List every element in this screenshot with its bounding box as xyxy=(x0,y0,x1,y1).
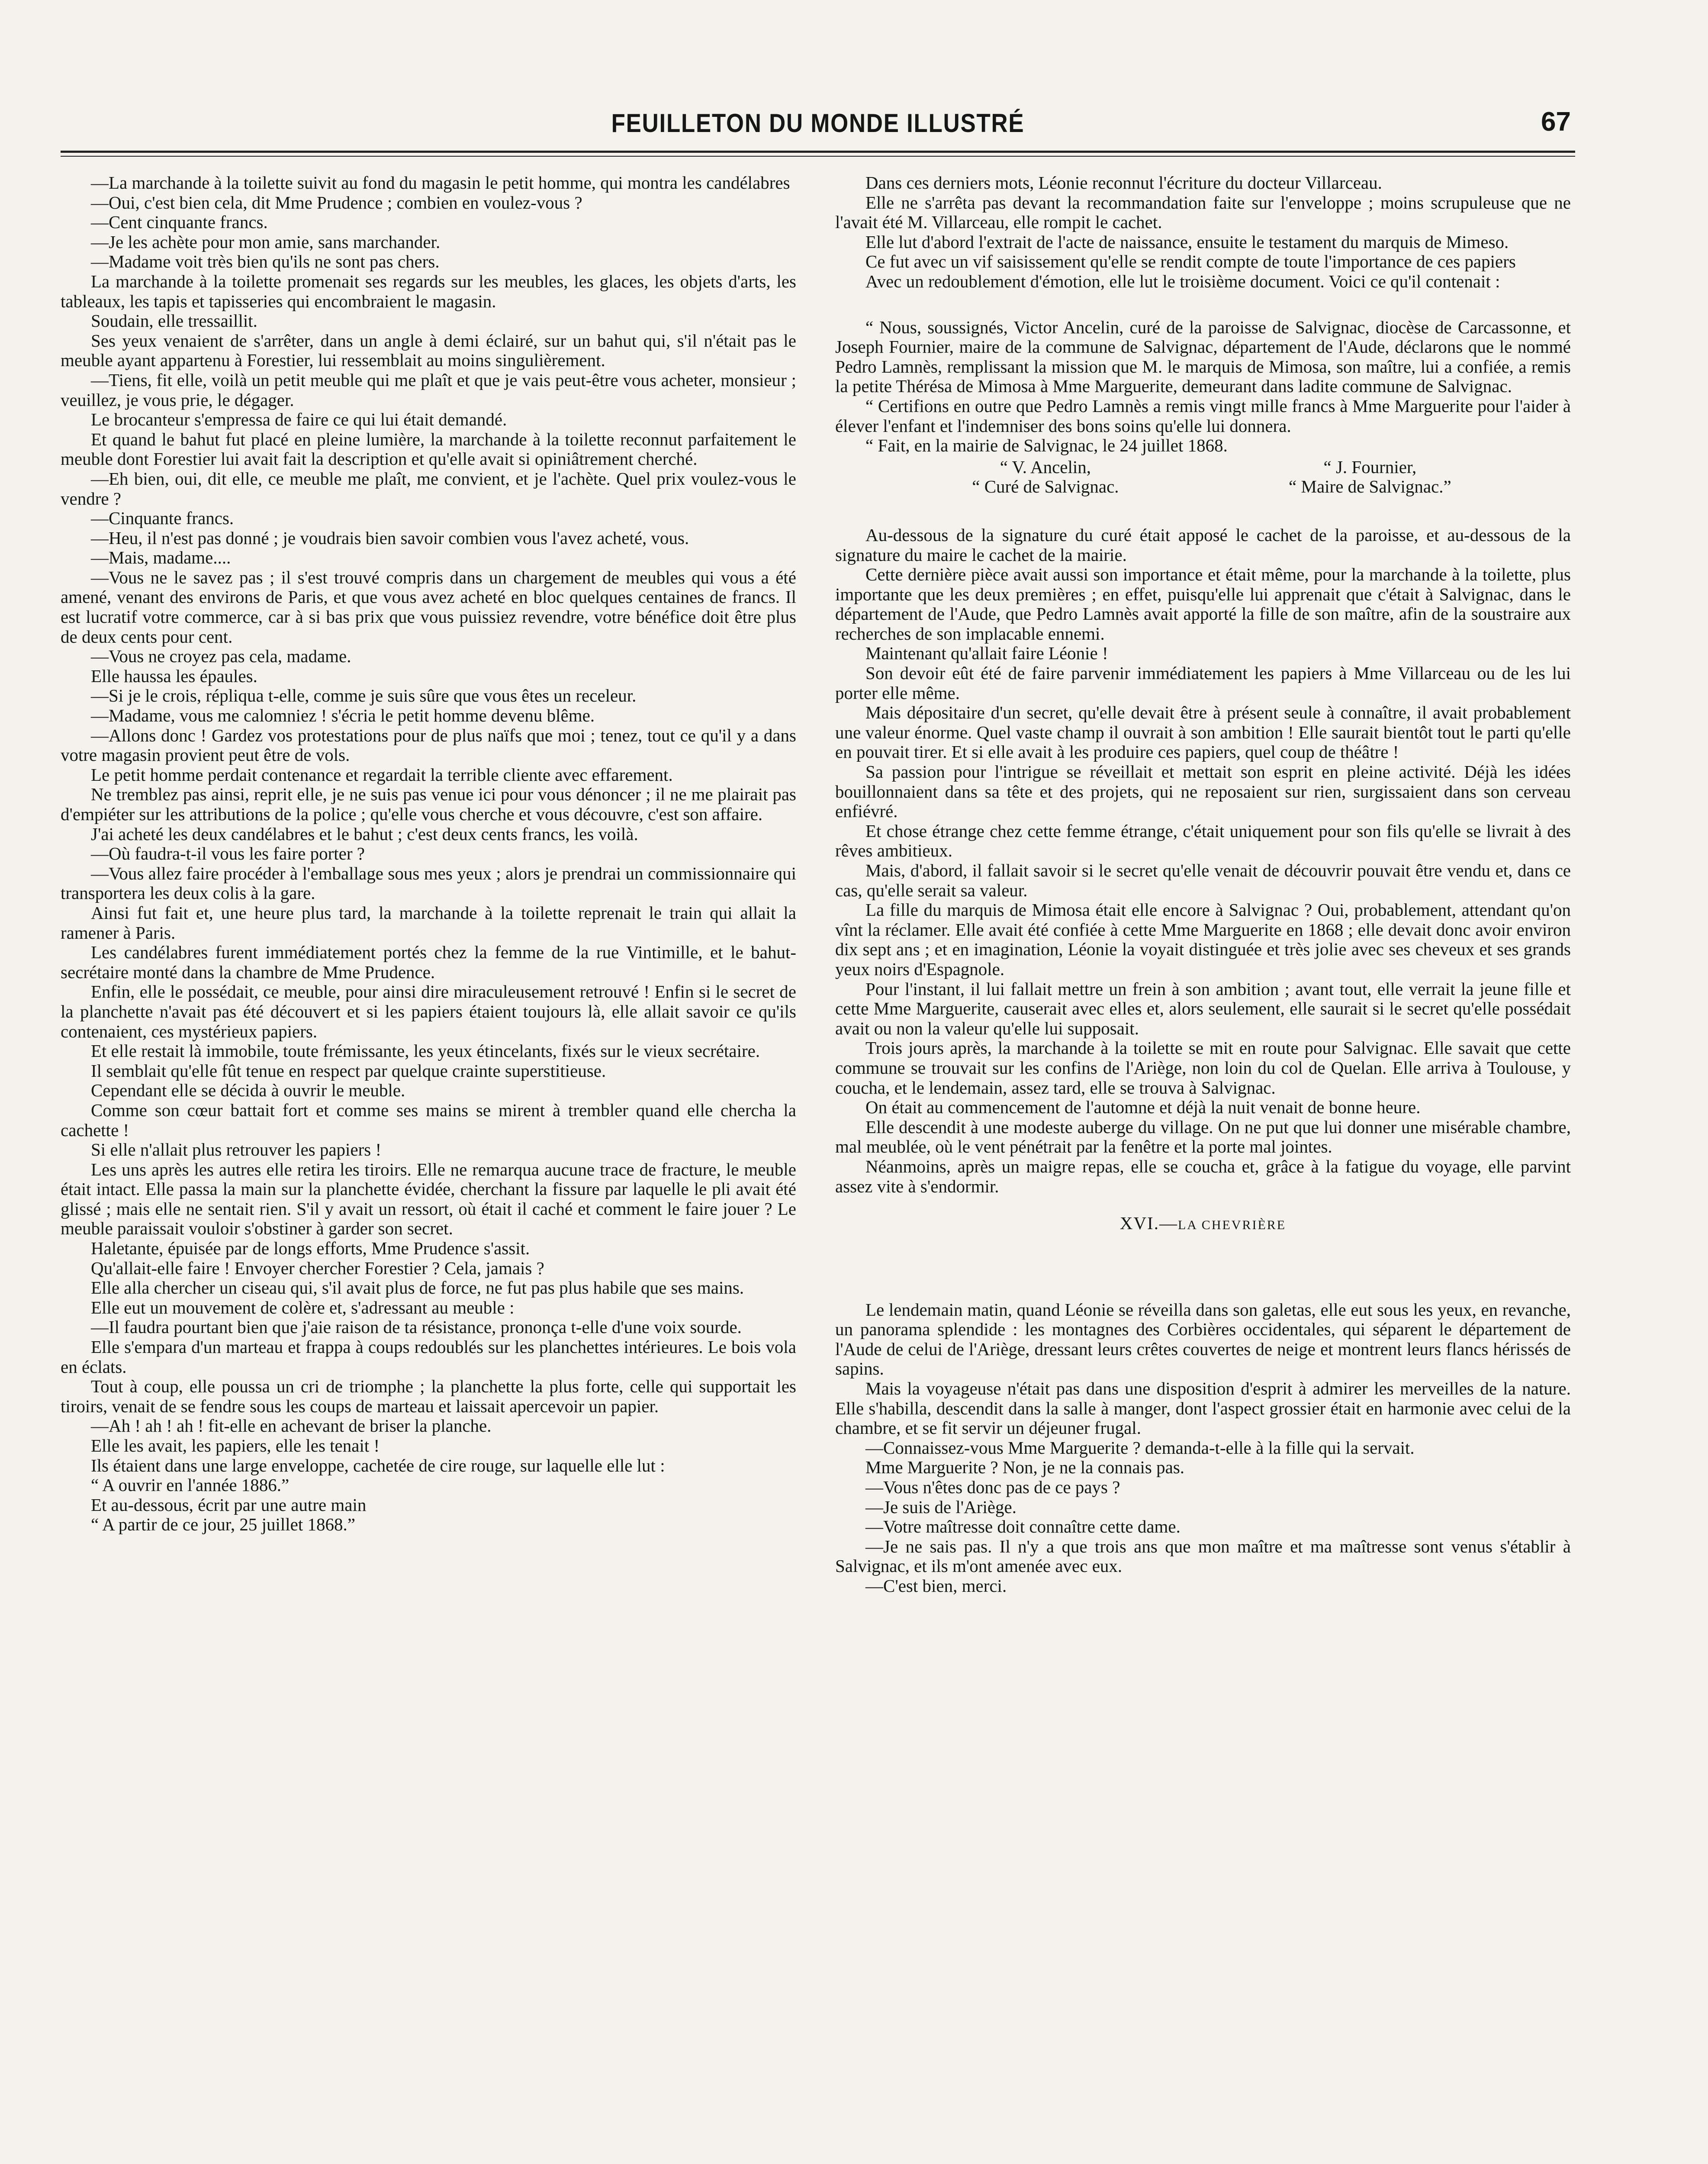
paragraph: Elle lut d'abord l'extrait de l'acte de naissance, ensuite le testament du marquis de Mimeso. xyxy=(865,232,1509,252)
certificate-quote xyxy=(835,318,1571,456)
paragraph: —Mais, madame.... xyxy=(91,547,231,568)
paragraph: Au-dessous de la signature du curé était apposé le cachet de la paroisse, et au-dessous de la signature du maire le cachet de la mairie. xyxy=(835,525,1571,565)
paragraph: Sa passion pour l'intrigue se réveillait et mettait son esprit en pleine activité. Déjà les idées bouillonnaient dans sa tête et des projets, qui ne reposaient sur rien, surgissaient dans son cerveau enfiévré. xyxy=(835,762,1571,821)
paragraph: Les uns après les autres elle retira les tiroirs. Elle ne remarqua aucune trace de fracture, le meuble était intact. Elle passa la main sur la planchette évidée, cherchant la fissure par laquelle le pli avait été glissé ; mais elle ne sentait rien. S'il y avait un ressort, où était il caché et comment le faire jouer ? Le meuble paraissait vouloir s'obstiner à garder son secret. xyxy=(61,1159,796,1239)
paragraph: Ainsi fut fait et, une heure plus tard, la marchande à la toilette reprenait le train qui allait la ramener à Paris. xyxy=(61,902,796,943)
page-number: 67 xyxy=(1541,107,1571,137)
paragraph: Haletante, épuisée par de longs efforts, Mme Prudence s'assit. xyxy=(91,1238,530,1259)
chapter-title: LA CHEVRIÈRE xyxy=(1177,1218,1287,1233)
paragraph: Cependant elle se décida à ouvrir le meuble. xyxy=(91,1080,405,1101)
right-column xyxy=(835,173,1571,1596)
paragraph: —Oui, c'est bien cela, dit Mme Prudence ; combien en voulez-vous ? xyxy=(91,192,582,213)
paragraph: Elle alla chercher un ciseau qui, s'il avait plus de force, ne fut pas plus habile que ses mains. xyxy=(91,1278,744,1298)
paragraph: On était au commencement de l'automne et déjà la nuit venait de bonne heure. xyxy=(865,1097,1421,1117)
chapter-paragraphs xyxy=(835,1300,1571,1596)
paragraph: Maintenant qu'allait faire Léonie ! xyxy=(865,643,1108,663)
paragraph: Qu'allait-elle faire ! Envoyer chercher Forestier ? Cela, jamais ? xyxy=(91,1258,544,1278)
left-column xyxy=(61,173,796,1535)
signature-name: “ V. Ancelin, xyxy=(1000,457,1091,477)
paragraph: Et au-dessous, écrit par une autre main xyxy=(91,1494,367,1515)
paragraph: “ A partir de ce jour, 25 juillet 1868.” xyxy=(91,1514,355,1535)
paragraph: Néanmoins, après un maigre repas, elle se coucha et, grâce à la fatigue du voyage, elle parvint assez vite à s'endormir. xyxy=(835,1156,1571,1196)
paragraph: Dans ces derniers mots, Léonie reconnut l'écriture du docteur Villarceau. xyxy=(865,173,1382,193)
paragraph: Et quand le bahut fut placé en pleine lumière, la marchande à la toilette reconnut parfaitement le meuble dont Forestier lui avait fait la description et qu'elle avait si opiniâtrement cherché. xyxy=(61,429,796,469)
signature-role: “ Maire de Salvignac.” xyxy=(1289,477,1451,497)
paragraph: —Votre maîtresse doit connaître cette dame. xyxy=(865,1517,1180,1537)
paragraph: Elle descendit à une modeste auberge du village. On ne put que lui donner une misérable chambre, mal meublée, où le vent pénétrait par la fenêtre et la porte mal jointes. xyxy=(835,1117,1571,1157)
paragraph: “ Nous, soussignés, Victor Ancelin, curé de la paroisse de Salvignac, diocèse de Carcassonne, et Joseph Fournier, maire de la commune de Salvignac, département de l'Aude, déclarons que le nommé Pedro Lamnès, remplissant la mission que M. le marquis de Mimosa, son maître, lui a confiée, a remis la petite Thérésa de Mimosa à Mme Marguerite, demeurant dans ladite commune de Salvignac. xyxy=(835,317,1571,396)
paragraph: —Allons donc ! Gardez vos protestations pour de plus naïfs que moi ; tenez, tout ce qu'il y a dans votre magasin provient peut être de vols. xyxy=(61,725,796,765)
paragraph: Mais dépositaire d'un secret, qu'elle devait être à présent seule à connaître, il avait probablement une valeur énorme. Quel vaste champ il ouvrait à son ambition ! Elle saurait bientôt tout le parti qu'elle en pouvait tirer. Et si elle avait à les produire ces papiers, quel coup de théâtre ! xyxy=(835,702,1571,762)
paragraph: —Madame voit très bien qu'ils ne sont pas chers. xyxy=(91,251,440,272)
paragraph: Ne tremblez pas ainsi, reprit elle, je ne suis pas venue ici pour vous dénoncer ; il ne me plairait pas d'empiéter sur les attributions de la police ; qu'elle vous cherche et vous découvre, c'est son affaire. xyxy=(61,784,796,824)
chapter-heading xyxy=(835,1214,1571,1235)
paragraph: —La marchande à la toilette suivit au fond du magasin le petit homme, qui montra les candélabres xyxy=(91,173,790,193)
paragraph: Son devoir eût été de faire parvenir immédiatement les papiers à Mme Villarceau ou de les lui porter elle même. xyxy=(835,663,1571,703)
paragraph: Le petit homme perdait contenance et regardait la terrible cliente avec effarement. xyxy=(91,764,673,785)
page-header xyxy=(61,100,1575,144)
paragraph: —C'est bien, merci. xyxy=(865,1576,1007,1596)
paragraph: —Madame, vous me calomniez ! s'écria le petit homme devenu blême. xyxy=(91,705,595,726)
paragraph: La marchande à la toilette promenait ses regards sur les meubles, les glaces, les objets d'arts, les tableaux, les tapis et tapisseries qui encombraient le magasin. xyxy=(61,271,796,311)
signature-cure xyxy=(972,457,1119,497)
paragraph: “ A ouvrir en l'année 1886.” xyxy=(91,1475,289,1495)
paragraph: —Il faudra pourtant bien que j'aie raison de ta résistance, prononça t-elle d'une voix sourde. xyxy=(91,1317,742,1337)
signature-maire xyxy=(1289,457,1451,497)
paragraph: —Tiens, fit elle, voilà un petit meuble qui me plaît et que je vais peut-être vous acheter, monsieur ; veuillez, je vous prie, le dégager. xyxy=(61,370,796,410)
paragraph: Ce fut avec un vif saisissement qu'elle se rendit compte de toute l'importance de ces papiers xyxy=(865,251,1516,272)
signature-block xyxy=(887,457,1536,497)
running-title: FEUILLETON DU MONDE ILLUSTRÉ xyxy=(611,109,1025,138)
paragraph: Elle haussa les épaules. xyxy=(91,666,257,686)
header-rule xyxy=(61,151,1575,157)
paragraph: Elle eut un mouvement de colère et, s'adressant au meuble : xyxy=(91,1297,515,1317)
paragraph: Avec un redoublement d'émotion, elle lut le troisième document. Voici ce qu'il contenait : xyxy=(865,271,1500,291)
paragraph: —Vous ne croyez pas cela, madame. xyxy=(91,646,351,667)
paragraph: Elle ne s'arrêta pas devant la recommandation faite sur l'enveloppe ; moins scrupuleuse que ne l'avait été M. Villarceau, elle rompit le cachet. xyxy=(835,192,1571,232)
paragraph: Le lendemain matin, quand Léonie se réveilla dans son galetas, elle eut sous les yeux, en revanche, un panorama splendide : les montagnes des Corbières occidentales, qui séparent le département de l'Aude de celui de l'Ariège, dressant leurs crêtes couvertes de neige et montrent leurs flancs hérissés de sapins. xyxy=(835,1299,1571,1379)
paragraph: Soudain, elle tressaillit. xyxy=(91,311,257,331)
paragraph: —Cent cinquante francs. xyxy=(91,212,268,232)
paragraph: —Je suis de l'Ariège. xyxy=(865,1497,1016,1517)
paragraph: —Si je le crois, répliqua t-elle, comme je suis sûre que vous êtes un receleur. xyxy=(91,686,637,706)
paragraph: —Cinquante francs. xyxy=(91,508,234,528)
paragraph: Mme Marguerite ? Non, je ne la connais pas. xyxy=(865,1457,1185,1478)
chapter-number: XVI.— xyxy=(1119,1213,1178,1233)
paragraph: Comme son cœur battait fort et comme ses mains se mirent à trembler quand elle chercha la cachette ! xyxy=(61,1100,796,1140)
paragraph: —Connaissez-vous Mme Marguerite ? demanda-t-elle à la fille qui la servait. xyxy=(865,1437,1415,1458)
paragraph: Et elle restait là immobile, toute frémissante, les yeux étincelants, fixés sur le vieux secrétaire. xyxy=(91,1041,760,1061)
paragraph: Il semblait qu'elle fût tenue en respect par quelque crainte superstitieuse. xyxy=(91,1060,606,1081)
paragraph: Ses yeux venaient de s'arrêter, dans un angle à demi éclairé, sur un bahut qui, s'il n'était pas le meuble ayant appartenu à Forestier, lui ressemblait au moins singulièrement. xyxy=(61,330,796,370)
paragraph: “ Fait, en la mairie de Salvignac, le 24 juillet 1868. xyxy=(865,435,1228,456)
paragraph: —Heu, il n'est pas donné ; je voudrais bien savoir combien vous l'avez acheté, vous. xyxy=(91,528,689,548)
paragraph: Si elle n'allait plus retrouver les papiers ! xyxy=(91,1140,382,1160)
paragraph: —Ah ! ah ! ah ! fit-elle en achevant de briser la planche. xyxy=(91,1416,492,1436)
right-main-paragraphs xyxy=(835,525,1571,1196)
paragraph: Elle les avait, les papiers, elle les tenait ! xyxy=(91,1436,380,1456)
paragraph: Pour l'instant, il lui fallait mettre un frein à son ambition ; avant tout, elle verrait la jeune fille et cette Mme Marguerite, causerait avec elles et, alors seulement, elle saurait si le secret qu'elle possédait avait ou non la valeur qu'elle lui supposait. xyxy=(835,979,1571,1038)
paragraph: Mais la voyageuse n'était pas dans une disposition d'esprit à admirer les merveilles de la nature. Elle s'habilla, descendit dans la salle à manger, dont l'aspect grossier était en harmonie avec celui de la chambre, et se fit servir un déjeuner frugal. xyxy=(835,1378,1571,1438)
paragraph: —Je ne sais pas. Il n'y a que trois ans que mon maître et ma maîtresse sont venus s'établir à Salvignac, et ils m'ont amenée avec eux. xyxy=(835,1536,1571,1576)
paragraph: —Vous ne le savez pas ; il s'est trouvé compris dans un chargement de meubles qui vous a été amené, venant des environs de Paris, et que vous avez acheté en bloc quelques centaines de francs. Il est lucratif votre commerce, car à si bas prix que vous puissiez revendre, votre bénéfice doit être plus de deux cents pour cent. xyxy=(61,567,796,647)
paragraph: Enfin, elle le possédait, ce meuble, pour ainsi dire miraculeusement retrouvé ! Enfin si le secret de la planchette n'avait pas été découvert et si les papiers étaient toujours là, elle allait savoir ce qu'ils contenaient, ces mystérieux papiers. xyxy=(61,982,796,1041)
paragraph: Et chose étrange chez cette femme étrange, c'était uniquement pour son fils qu'elle se livrait à des rêves ambitieux. xyxy=(835,821,1571,861)
paragraph: —Vous allez faire procéder à l'emballage sous mes yeux ; alors je prendrai un commissionnaire qui transportera les deux colis à la gare. xyxy=(61,863,796,903)
paragraph: —Je les achète pour mon amie, sans marchander. xyxy=(91,232,441,252)
paragraph: La fille du marquis de Mimosa était elle encore à Salvignac ? Oui, probablement, attendant qu'on vînt la réclamer. Elle avait été confiée à cette Mme Marguerite en 1868 ; elle devait donc avoir environ dix sept ans ; et en imagination, Léonie la voyait distinguée et très jolie avec ses cheveux et ses grands yeux noirs d'Espagnole. xyxy=(835,900,1571,979)
paragraph: Trois jours après, la marchande à la toilette se mit en route pour Salvignac. Elle savait que cette commune se trouvait sur les confins de l'Ariège, non loin du col de Quelan. Elle arriva à Toulouse, y coucha, et le lendemain, assez tard, elle se trouva à Salvignac. xyxy=(835,1038,1571,1098)
right-intro-paragraphs xyxy=(835,173,1571,292)
signature-name: “ J. Fournier, xyxy=(1323,457,1417,477)
paragraph: Ils étaient dans une large enveloppe, cachetée de cire rouge, sur laquelle elle lut : xyxy=(91,1455,665,1475)
paragraph: Les candélabres furent immédiatement portés chez la femme de la rue Vintimille, et le bahut-secrétaire monté dans la chambre de Mme Prudence. xyxy=(61,942,796,982)
paragraph: J'ai acheté les deux candélabres et le bahut ; c'est deux cents francs, les voilà. xyxy=(91,824,638,844)
paragraph: Le brocanteur s'empressa de faire ce qui lui était demandé. xyxy=(91,409,507,430)
paragraph: —Eh bien, oui, dit elle, ce meuble me plaît, me convient, et je l'achète. Quel prix voulez-vous le vendre ? xyxy=(61,468,796,509)
paragraph: “ Certifions en outre que Pedro Lamnès a remis vingt mille francs à Mme Marguerite pour l'aider à élever l'enfant et l'indemniser des bons soins qu'elle lui donnera. xyxy=(835,396,1571,436)
signature-role: “ Curé de Salvignac. xyxy=(972,477,1119,497)
spacer xyxy=(835,292,1571,318)
paragraph: Mais, d'abord, il fallait savoir si le secret qu'elle venait de découvrir pouvait être vendu et, dans ce cas, qu'elle serait sa valeur. xyxy=(835,860,1571,900)
paragraph: Elle s'empara d'un marteau et frappa à coups redoublés sur les planchettes intérieures. Le bois vola en éclats. xyxy=(61,1337,796,1377)
paragraph: —Où faudra-t-il vous les faire porter ? xyxy=(91,844,365,864)
paragraph: Cette dernière pièce avait aussi son importance et était même, pour la marchande à la toilette, plus importante que les deux premières ; en effet, puisqu'elle lui apprenait que c'était à Salvignac, dans le département de l'Aude, que Pedro Lamnès avait apporté la fille de son maître, afin de la soustraire aux recherches de son implacable ennemi. xyxy=(835,564,1571,644)
paragraph: Tout à coup, elle poussa un cri de triomphe ; la planchette la plus forte, celle qui supportait les tiroirs, venait de se fendre sous les coups de marteau et laissait apercevoir un papier. xyxy=(61,1376,796,1416)
paragraph: —Vous n'êtes donc pas de ce pays ? xyxy=(865,1477,1120,1497)
